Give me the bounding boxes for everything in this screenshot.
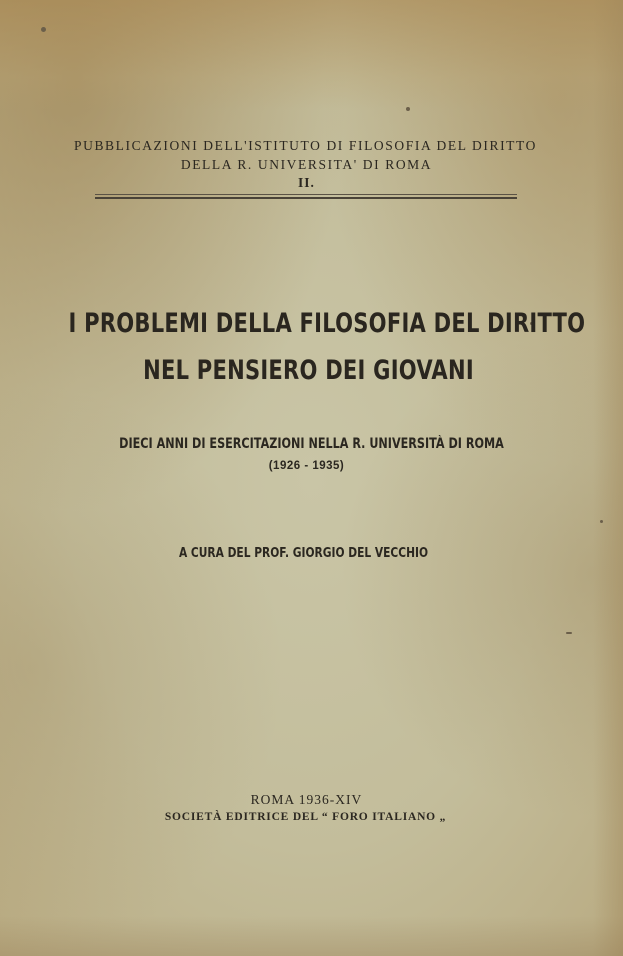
divider-rule-thick [95, 197, 517, 199]
paper-speck [600, 520, 603, 523]
imprint-place-date: ROMA 1936-XIV [250, 792, 363, 807]
series-institution: DELLA R. UNIVERSITA' DI ROMA [180, 157, 433, 172]
divider-rule-thin [95, 194, 517, 195]
series-title: PUBBLICAZIONI DELL'ISTITUTO DI FILOSOFIA DEL DIRITTO [74, 138, 537, 153]
age-stain-bottom-edge [0, 916, 623, 956]
paper-speck [566, 632, 572, 634]
year-range: (1926 - 1935) [268, 460, 345, 472]
book-title-line-1: I PROBLEMI DELLA FILOSOFIA DEL DIRITTO [68, 308, 586, 339]
paper-speck [406, 107, 410, 111]
series-number: II. [298, 175, 315, 190]
imprint-publisher: SOCIETÀ EDITRICE DEL “ FORO ITALIANO „ [164, 811, 447, 823]
editor-credit: A CURA DEL PROF. GIORGIO DEL VECCHIO [178, 546, 429, 561]
book-title-line-2: NEL PENSIERO DEI GIOVANI [143, 355, 474, 386]
age-stain-top [0, 0, 623, 110]
paper-speck [41, 27, 46, 32]
book-subtitle: DIECI ANNI DI ESERCITAZIONI NELLA R. UNIVERSITÀ DI ROMA [119, 436, 504, 452]
